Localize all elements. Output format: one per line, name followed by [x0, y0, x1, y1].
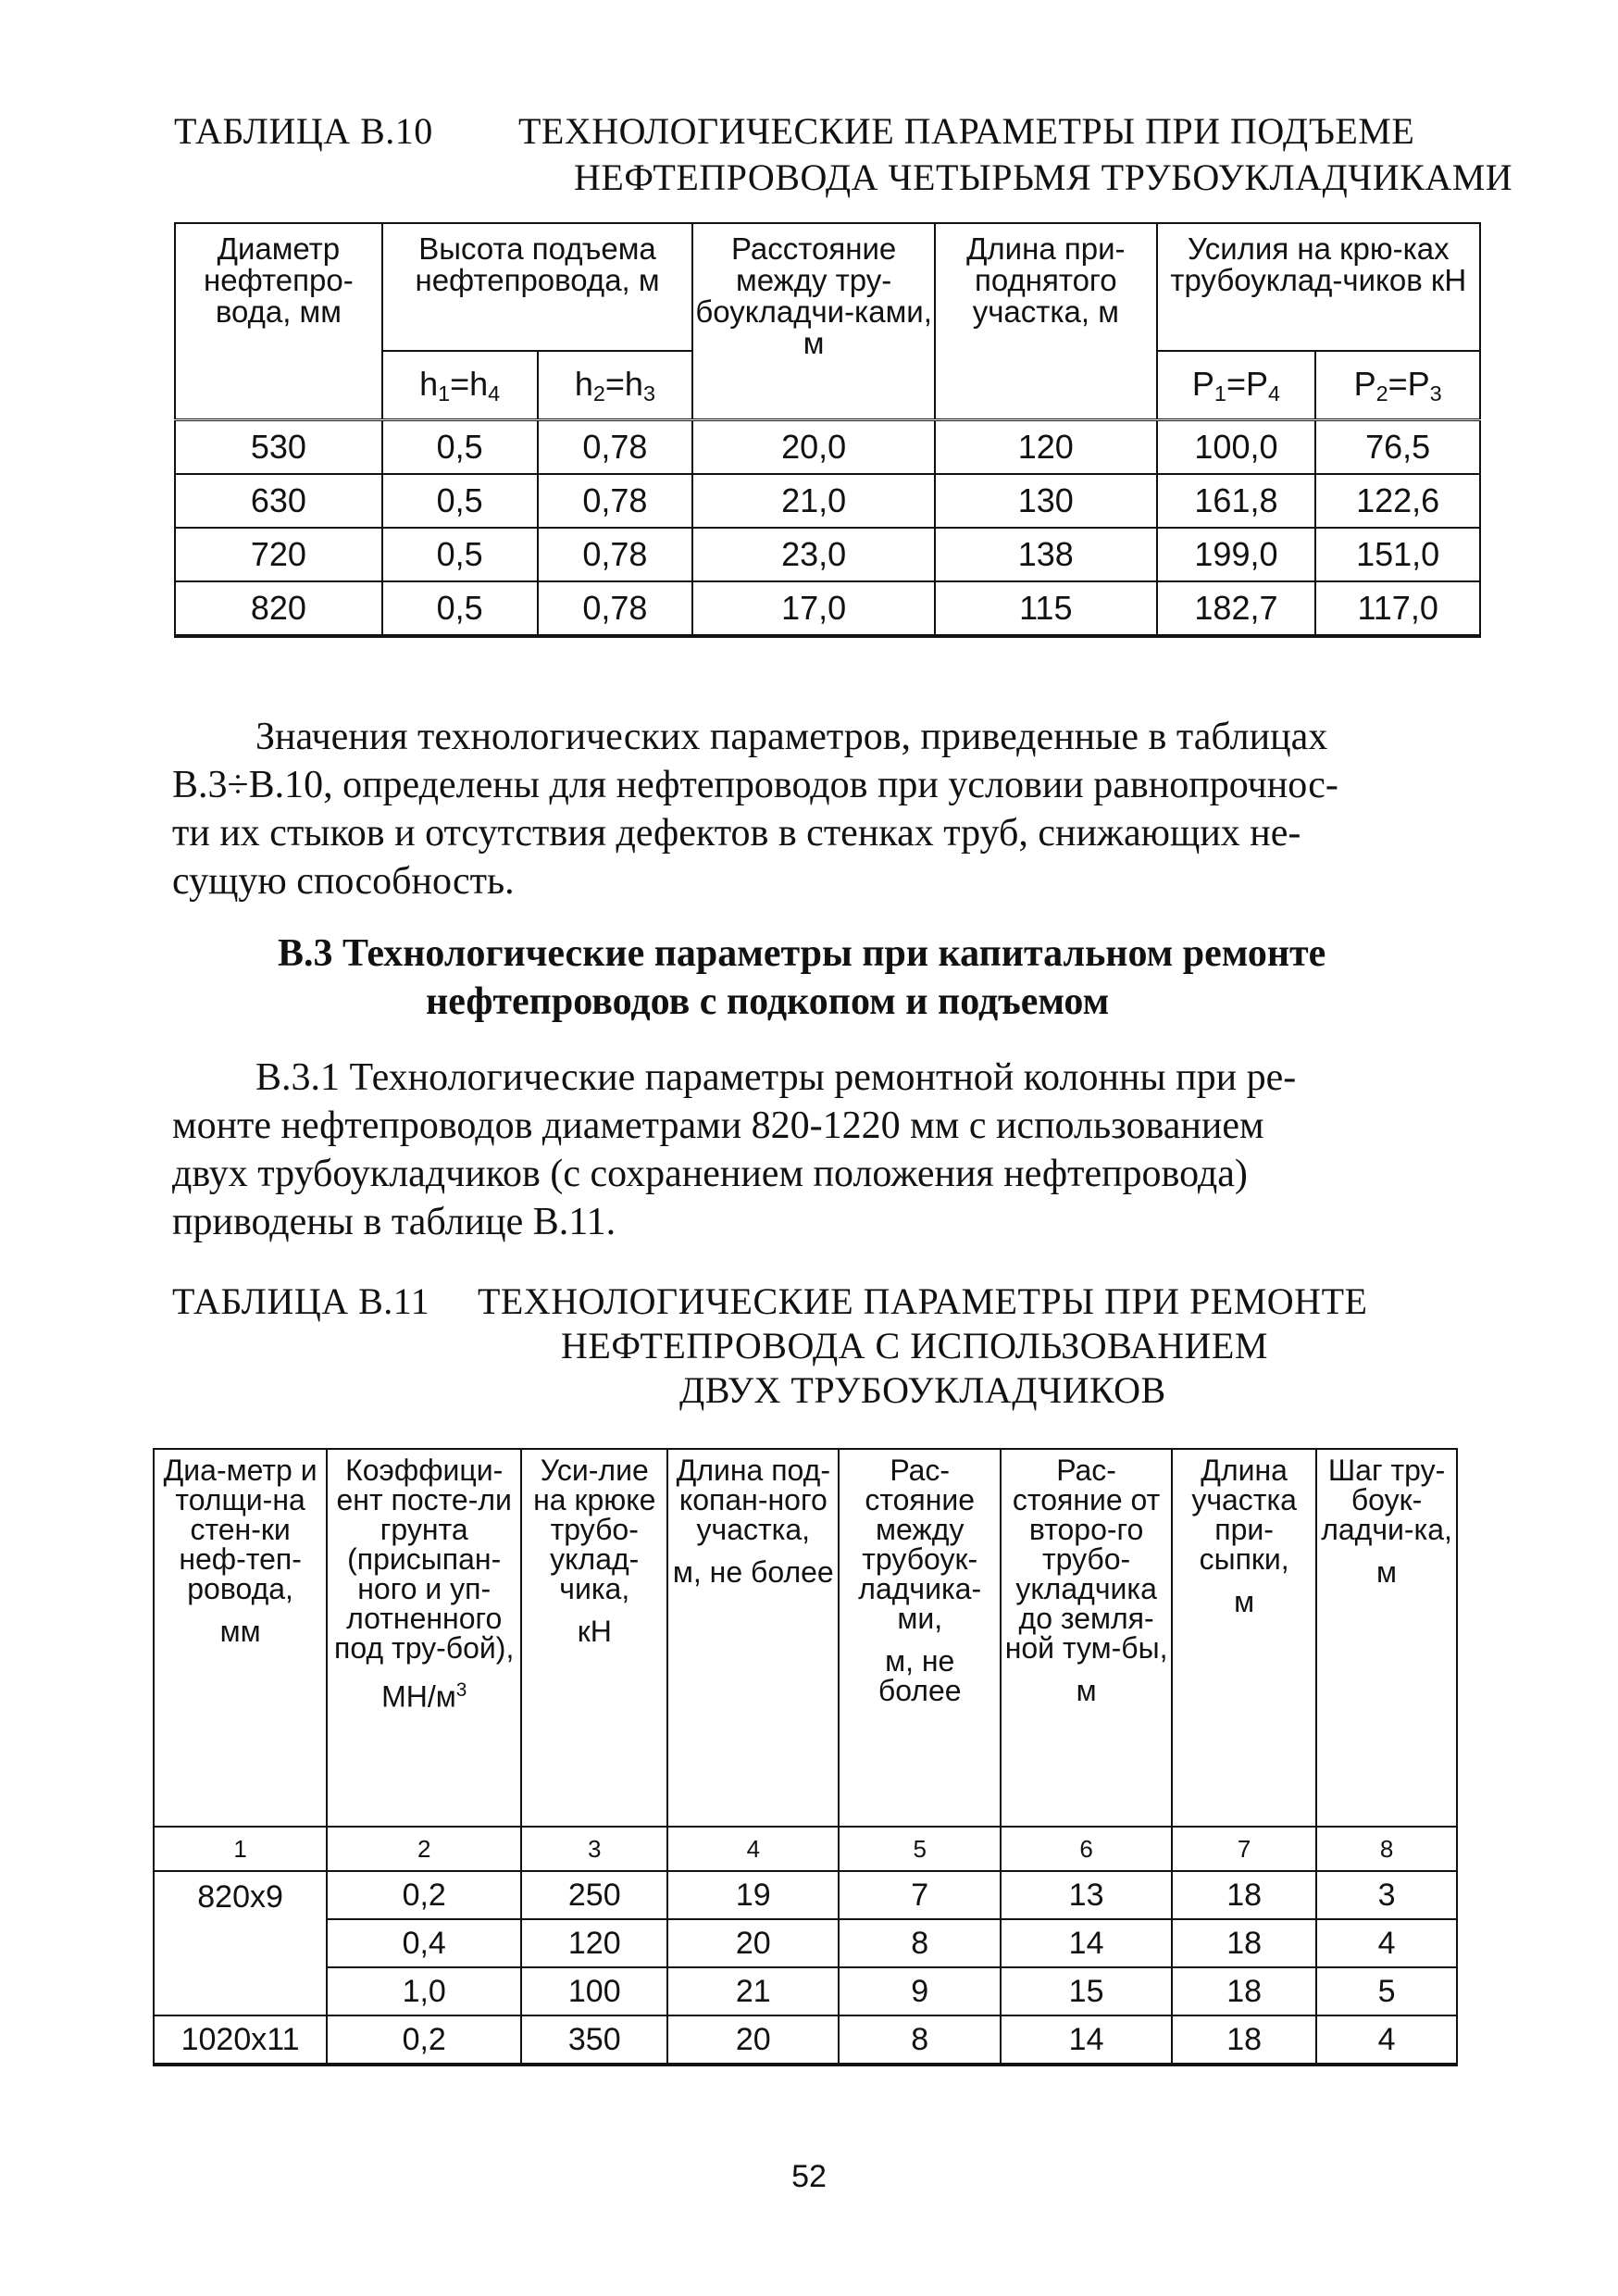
cell: 17,0: [692, 581, 935, 636]
table-row: [175, 420, 1480, 475]
cell: 23,0: [692, 528, 935, 581]
cell: 182,7: [1157, 581, 1316, 636]
cell: 13: [1001, 1871, 1172, 1919]
cell: 0,4: [327, 1919, 521, 1967]
cell: 250: [521, 1871, 667, 1919]
table-b11: [153, 1448, 1458, 2066]
paragraph-line: ти их стыков и отсутствия дефектов в стенках труб, снижающих не-: [172, 812, 1301, 855]
cell: 720: [175, 528, 382, 581]
paragraph-b3-1: [172, 1054, 1468, 1246]
table-row: [154, 1919, 1457, 1967]
cell: 151,0: [1315, 528, 1480, 581]
cell: 100,0: [1157, 420, 1316, 475]
heading-line: нефтепроводов с подкопом и подъемом: [426, 980, 1110, 1023]
column-number: 5: [839, 1827, 1001, 1871]
cell: 0,5: [382, 420, 538, 475]
cell: 161,8: [1157, 474, 1316, 528]
cell: 199,0: [1157, 528, 1316, 581]
cell: 8: [839, 2015, 1001, 2065]
cell: 0,78: [538, 528, 693, 581]
column-number: 2: [327, 1827, 521, 1871]
header-col-4: Длина под-копан-ного участка, м, не более: [667, 1449, 839, 1827]
cell-diameter: 820х9: [154, 1871, 327, 2015]
paragraph-line: сущую способность.: [172, 860, 515, 903]
subheader-p1: $P_1=P_4$: [1157, 351, 1316, 420]
paragraph-line: двух трубоукладчиков (с сохранением положения нефтепровода): [172, 1153, 1248, 1195]
paragraph-line: Значения технологических параметров, приведенные в таблицах: [255, 716, 1328, 758]
cell: 0,2: [327, 2015, 521, 2065]
table-b10-caption-line1: ТЕХНОЛОГИЧЕСКИЕ ПАРАМЕТРЫ ПРИ ПОДЪЕМЕ: [518, 110, 1415, 152]
paragraph-line: монте нефтепроводов диаметрами 820-1220 мм с использованием: [172, 1104, 1264, 1147]
header-col-2: Коэффици-ент посте-ли грунта (присыпан-ного и уп-лотненного под тру-бой), $МН/м^3$: [327, 1449, 521, 1827]
cell: 820: [175, 581, 382, 636]
header-col-6: Рас-стояние от второ-го трубо-укладчика до земля-ной тум-бы, м: [1001, 1449, 1172, 1827]
column-number: 6: [1001, 1827, 1172, 1871]
cell: 1,0: [327, 1967, 521, 2015]
cell: 18: [1172, 2015, 1316, 2065]
table-b11-caption-line2: НЕФТЕПРОВОДА С ИСПОЛЬЗОВАНИЕМ: [561, 1325, 1268, 1366]
column-numbers-row: [154, 1827, 1457, 1871]
paragraph-line: В.3.1 Технологические параметры ремонтной колонны при ре-: [255, 1056, 1297, 1099]
table-b10-caption-line2: НЕФТЕПРОВОДА ЧЕТЫРЬМЯ ТРУБОУКЛАДЧИКАМИ: [574, 156, 1513, 198]
section-heading-b3: [278, 930, 1481, 1026]
page-number: 52: [791, 2159, 827, 2194]
cell: 115: [935, 581, 1157, 636]
column-number: 1: [154, 1827, 327, 1871]
cell: 120: [521, 1919, 667, 1967]
cell: 21,0: [692, 474, 935, 528]
subheader-h2: $h_2=h_3$: [538, 351, 693, 420]
cell: 5: [1316, 1967, 1457, 2015]
cell: 350: [521, 2015, 667, 2065]
cell: 0,5: [382, 581, 538, 636]
cell: 4: [1316, 1919, 1457, 1967]
table-b10: [174, 222, 1481, 638]
paragraph-notes: [172, 713, 1468, 905]
cell: 9: [839, 1967, 1001, 2015]
cell: 20: [667, 1919, 839, 1967]
cell: 8: [839, 1919, 1001, 1967]
cell: 0,78: [538, 474, 693, 528]
column-number: 3: [521, 1827, 667, 1871]
cell-diameter: 1020х11: [154, 2015, 327, 2065]
cell: 18: [1172, 1871, 1316, 1919]
column-number: 4: [667, 1827, 839, 1871]
header-col-1: Диа-метр и толщи-на стен-ки неф-теп-ровода, мм: [154, 1449, 327, 1827]
header-diameter: Диаметр нефтепро-вода, мм: [175, 223, 382, 420]
column-number: 8: [1316, 1827, 1457, 1871]
cell: 0,78: [538, 420, 693, 475]
header-length: Длина при-поднятого участка, м: [935, 223, 1157, 420]
table-b11-caption-label: ТАБЛИЦА В.11: [172, 1280, 430, 1322]
subheader-h1: $h_1=h_4$: [382, 351, 538, 420]
table-b11-caption: [172, 1279, 1487, 1418]
header-col-3: Уси-лие на крюке трубо-уклад-чика, кН: [521, 1449, 667, 1827]
table-b11-caption-line1: ТЕХНОЛОГИЧЕСКИЕ ПАРАМЕТРЫ ПРИ РЕМОНТЕ: [478, 1280, 1368, 1322]
cell: 21: [667, 1967, 839, 2015]
header-distance: Расстояние между тру-боукладчи-ками, м: [692, 223, 935, 420]
cell: 530: [175, 420, 382, 475]
table-row: [175, 528, 1480, 581]
cell: 18: [1172, 1919, 1316, 1967]
cell: 14: [1001, 2015, 1172, 2065]
cell: 130: [935, 474, 1157, 528]
cell: 20: [667, 2015, 839, 2065]
table-b10-caption-label: ТАБЛИЦА В.10: [174, 110, 433, 152]
cell: 7: [839, 1871, 1001, 1919]
cell: 117,0: [1315, 581, 1480, 636]
cell: 0,5: [382, 528, 538, 581]
paragraph-line: приводены в таблице В.11.: [172, 1201, 616, 1243]
table-b11-caption-line3: ДВУХ ТРУБОУКЛАДЧИКОВ: [679, 1369, 1166, 1411]
header-force: Усилия на крю-ках трубоуклад-чиков кН: [1157, 223, 1480, 351]
cell: 19: [667, 1871, 839, 1919]
header-col-5: Рас-стояние между трубоук-ладчика-ми, м, не более: [839, 1449, 1001, 1827]
header-col-8: Шаг тру-боук-ладчи-ка, м: [1316, 1449, 1457, 1827]
table-b10-caption: [174, 109, 1513, 202]
cell: 0,2: [327, 1871, 521, 1919]
cell: 18: [1172, 1967, 1316, 2015]
cell: 4: [1316, 2015, 1457, 2065]
table-row: [175, 474, 1480, 528]
cell: 120: [935, 420, 1157, 475]
header-lift-height: Высота подъема нефтепровода, м: [382, 223, 693, 351]
table-row: [154, 2015, 1457, 2065]
cell: 0,5: [382, 474, 538, 528]
cell: 20,0: [692, 420, 935, 475]
cell: 76,5: [1315, 420, 1480, 475]
cell: 138: [935, 528, 1157, 581]
cell: 100: [521, 1967, 667, 2015]
cell: 122,6: [1315, 474, 1480, 528]
paragraph-line: В.3÷В.10, определены для нефтепроводов при условии равнопрочнос-: [172, 764, 1338, 806]
cell: 630: [175, 474, 382, 528]
cell: 15: [1001, 1967, 1172, 2015]
table-row: [154, 1871, 1457, 1919]
header-col-7: Длина участка при-сыпки, м: [1172, 1449, 1316, 1827]
table-row: [154, 1967, 1457, 2015]
cell: 14: [1001, 1919, 1172, 1967]
cell: 0,78: [538, 581, 693, 636]
table-row: [175, 581, 1480, 636]
cell: 3: [1316, 1871, 1457, 1919]
column-number: 7: [1172, 1827, 1316, 1871]
heading-line: В.3 Технологические параметры при капитальном ремонте: [278, 932, 1326, 975]
subheader-p2: $P_2=P_3$: [1315, 351, 1480, 420]
